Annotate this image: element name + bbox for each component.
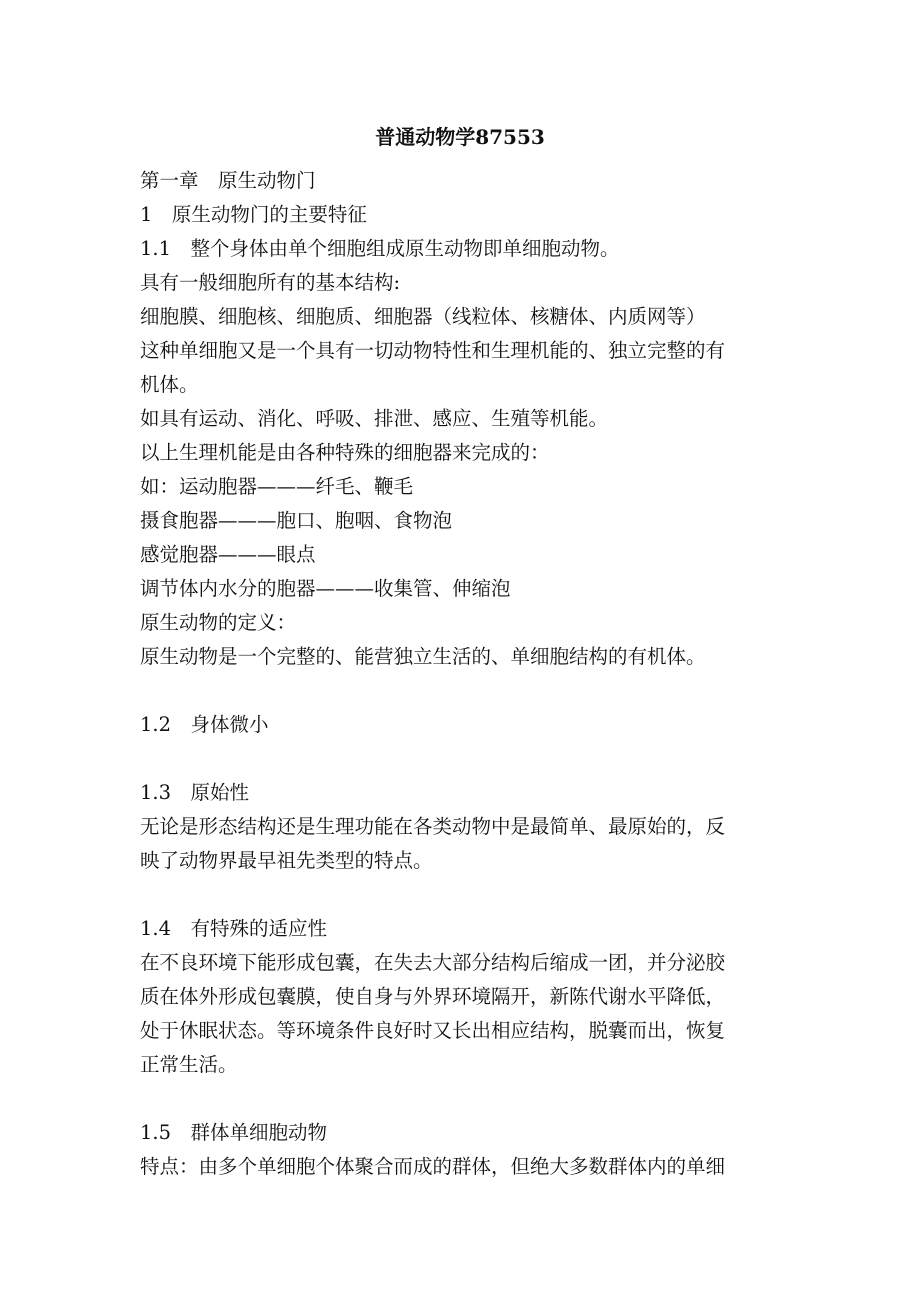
text-line: 细胞膜、细胞核、细胞质、细胞器（线粒体、核糖体、内质网等） — [140, 305, 706, 328]
text-line: 无论是形态结构还是生理功能在各类动物中是最简单、最原始的，反 — [140, 815, 726, 838]
text-line: 以上生理机能是由各种特殊的细胞器来完成的： — [140, 441, 550, 464]
text-line: 如具有运动、消化、呼吸、排泄、感应、生殖等机能。 — [140, 407, 609, 430]
text-line: 感觉胞器———眼点 — [140, 543, 316, 566]
text-line: 机体。 — [140, 373, 199, 396]
chapter-heading: 第一章 原生动物门 — [140, 169, 316, 192]
blank-line — [140, 1082, 785, 1116]
text-line: 特点：由多个单细胞个体聚合而成的群体，但绝大多数群体内的单细 — [140, 1155, 726, 1178]
section-heading: 1 原生动物门的主要特征 — [140, 203, 367, 226]
subsection-heading: 1.1 整个身体由单个细胞组成原生动物即单细胞动物。 — [140, 237, 620, 260]
text-line: 正常生活。 — [140, 1053, 238, 1076]
text-line: 摄食胞器———胞口、胞咽、食物泡 — [140, 509, 453, 532]
document-title: 普通动物学87553 — [375, 125, 545, 149]
subsection-heading: 1.4 有特殊的适应性 — [140, 917, 328, 940]
subsection-heading: 1.5 群体单细胞动物 — [140, 1121, 328, 1144]
text-line: 处于休眠状态。等环境条件良好时又长出相应结构，脱囊而出，恢复 — [140, 1019, 726, 1042]
text-line: 这种单细胞又是一个具有一切动物特性和生理机能的、独立完整的有 — [140, 339, 726, 362]
blank-line — [140, 674, 785, 708]
text-line: 如：运动胞器———纤毛、鞭毛 — [140, 475, 414, 498]
blank-line — [140, 742, 785, 776]
text-line: 映了动物界最早祖先类型的特点。 — [140, 849, 433, 872]
text-line: 在不良环境下能形成包囊，在失去大部分结构后缩成一团，并分泌胶 — [140, 951, 726, 974]
text-line: 调节体内水分的胞器———收集管、伸缩泡 — [140, 577, 511, 600]
definition-text: 原生动物是一个完整的、能营独立生活的、单细胞结构的有机体。 — [140, 645, 706, 668]
subsection-heading: 1.3 原始性 — [140, 781, 250, 804]
text-line: 质在体外形成包囊膜，使自身与外界环境隔开，新陈代谢水平降低， — [140, 985, 726, 1008]
subsection-heading: 1.2 身体微小 — [140, 713, 269, 736]
document-body — [140, 164, 785, 1184]
blank-line — [140, 878, 785, 912]
text-line: 具有一般细胞所有的基本结构: — [140, 271, 401, 294]
definition-heading: 原生动物的定义： — [140, 611, 297, 634]
